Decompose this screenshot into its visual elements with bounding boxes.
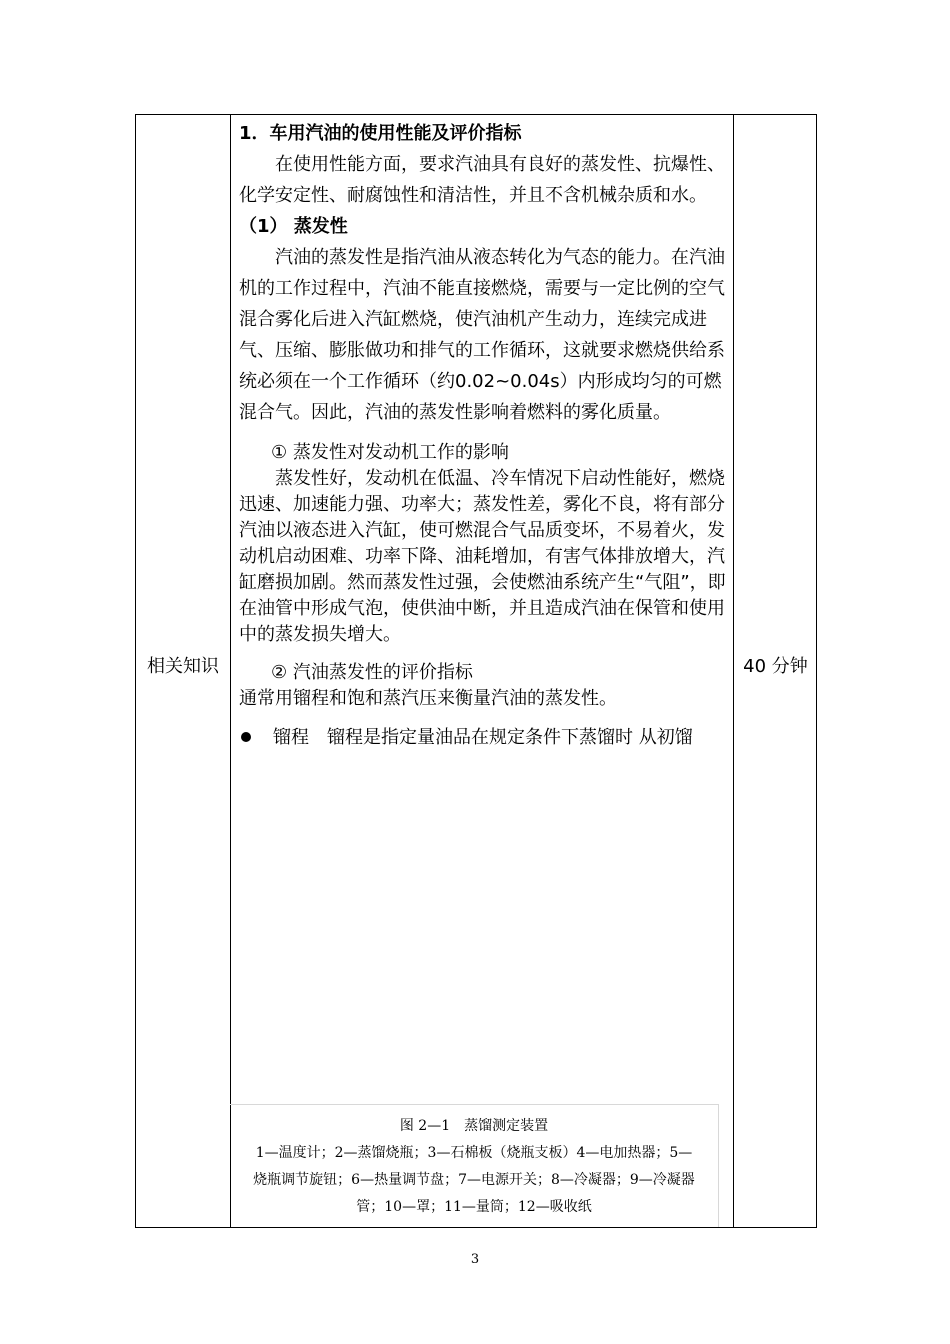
lesson-table <box>135 114 817 1228</box>
section-label: 相关知识 <box>147 656 219 677</box>
volatility-paragraph: 汽油的蒸发性是指汽油从液态转化为气态的能力。在汽油机的工作过程中，汽油不能直接燃烧，需要与一定比例的空气混合雾化后进入汽缸燃烧，使汽油机产生动力，连续完成进气、压缩、膨胀做功和排气的工作循环，这就要求燃烧供给系统必须在一个工作循环（约0.02~0.04s）内形成均匀的可燃混合气。因此，汽油的蒸发性影响着燃料的雾化质量。 <box>239 247 725 423</box>
item2-title: ② 汽油蒸发性的评价指标 <box>271 662 473 683</box>
caption-line-2: 烧瓶调节旋钮；6—热量调节盘；7—电源开关；8—冷凝器；9—冷凝器 <box>253 1172 695 1188</box>
page-number: 3 <box>470 1252 480 1267</box>
section-heading: 1．车用汽油的使用性能及评价指标 <box>239 123 522 144</box>
sub-heading: （1） 蒸发性 <box>239 216 348 237</box>
bullet-item <box>239 722 729 753</box>
caption-line-1: 1—温度计；2—蒸馏烧瓶；3—石棉板（烧瓶支板）4—电加热器；5— <box>255 1145 693 1161</box>
caption-line-3: 管；10—罩；11—量筒；12—吸收纸 <box>356 1199 592 1215</box>
figure-title: 图 2—1 蒸馏测定装置 <box>399 1118 549 1134</box>
figure-caption <box>230 1104 719 1227</box>
column-divider-left <box>230 115 231 1227</box>
content-cell <box>239 118 729 753</box>
item1-title: ① 蒸发性对发动机工作的影响 <box>271 442 509 463</box>
item1-paragraph: 蒸发性好，发动机在低温、冷车情况下启动性能好，燃烧迅速、加速能力强、功率大；蒸发性差，雾化不良，将有部分汽油以液态进入汽缸，使可燃混合气品质变坏，不易着火，发动机启动困难、功率下降、油耗增加，有害气体排放增大，汽缸磨损加剧。然而蒸发性过强，会使燃油系统产生“气阻”，即在油管中形成气泡，使供油中断，并且造成汽油在保管和使用中的蒸发损失增大。 <box>239 468 726 645</box>
intro-paragraph: 在使用性能方面，要求汽油具有良好的蒸发性、抗爆性、化学安定性、耐腐蚀性和清洁性，并且不含机械杂质和水。 <box>239 154 725 206</box>
bullet-dot-icon <box>241 732 251 742</box>
bullet-text: 镏程 镏程是指定量油品在规定条件下蒸馏时 从初馏 <box>273 727 693 748</box>
item2-paragraph: 通常用镏程和饱和蒸汽压来衡量汽油的蒸发性。 <box>239 688 617 709</box>
duration-label: 40 分钟 <box>743 656 808 677</box>
